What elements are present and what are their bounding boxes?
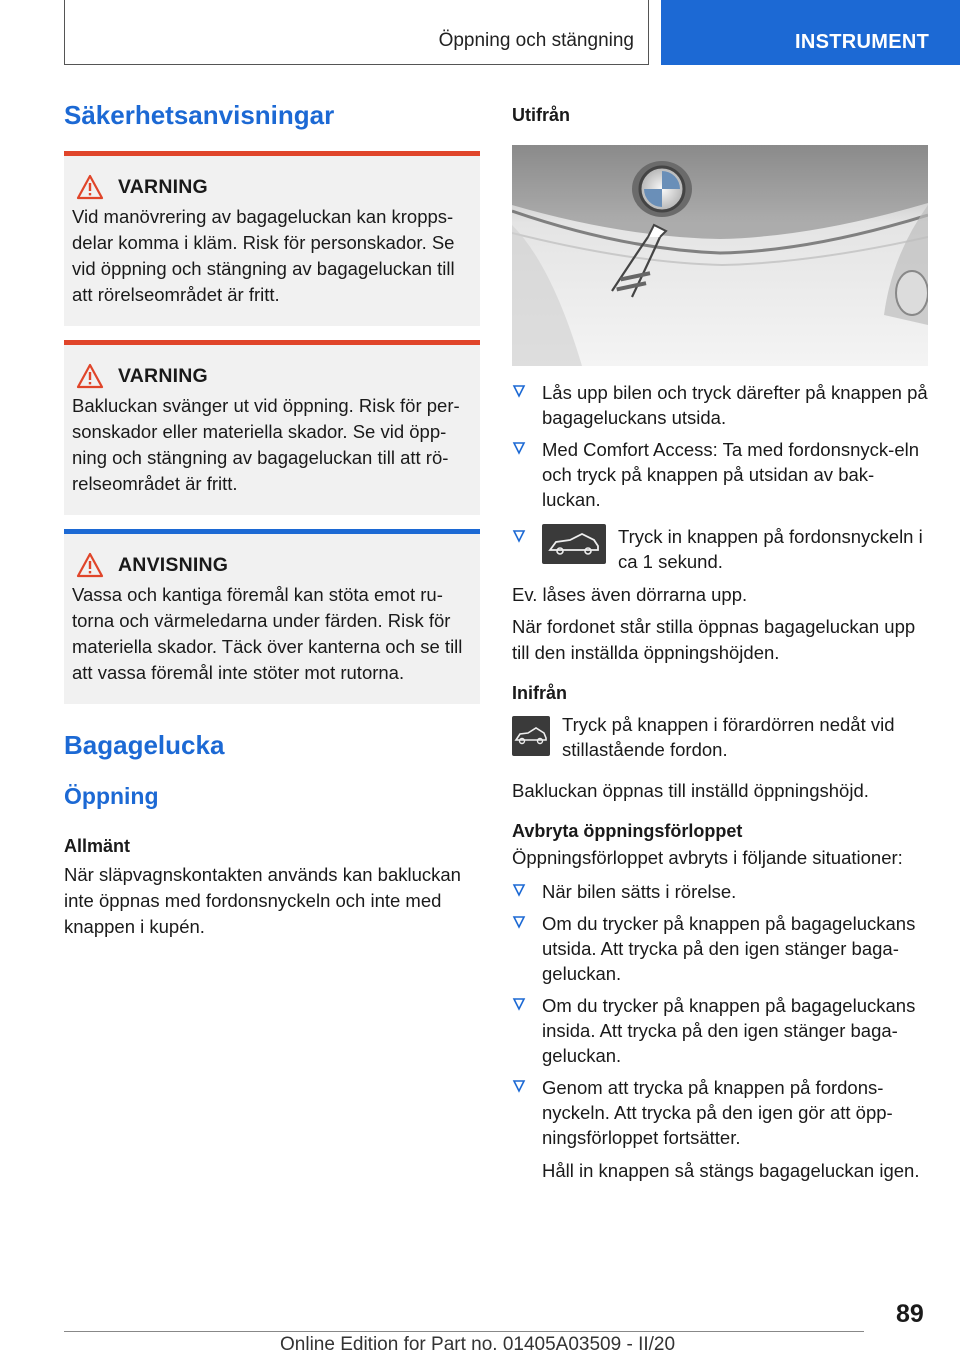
- triangle-bullet-icon: [512, 996, 526, 1012]
- outside-steps-list: [512, 380, 928, 512]
- list-item: Med Comfort Access: Ta med fordonsnyck-eln och tryck på knappen på utsidan av bak-luckan.: [512, 437, 928, 512]
- warning-box-2: [64, 340, 480, 515]
- label-general: Allmänt: [64, 835, 131, 856]
- list-item: När bilen sätts i rörelse.: [512, 879, 928, 904]
- section-title-safety: Säkerhetsanvisningar: [64, 100, 335, 130]
- abort-note: Håll in knappen så stängs bagageluckan igen.: [542, 1160, 920, 1182]
- key-step-text: Tryck in knappen på fordonsnyckeln i ca 1 sekund.: [618, 526, 923, 573]
- section-title-trunk: Bagagelucka: [64, 730, 225, 761]
- triangle-bullet-icon: [512, 383, 526, 399]
- inside-result-text: Bakluckan öppnas till inställd öppningshöjd.: [512, 779, 869, 801]
- page-number: 89: [896, 1300, 924, 1328]
- subsection-title-opening: Öppning: [64, 783, 159, 810]
- trunk-button-photo: [512, 145, 928, 366]
- key-step: [512, 524, 928, 574]
- triangle-bullet-icon: [512, 440, 526, 456]
- warning-box-1: [64, 151, 480, 326]
- warning-text: Bakluckan svänger ut vid öppning. Risk för per-sonskador eller materiella skador. Se vid öpp-ning och stängning av bagageluckan till att rö-relseområdet är fritt.: [72, 395, 460, 495]
- warning-triangle-icon: [76, 552, 104, 578]
- triangle-bullet-icon: [512, 882, 526, 898]
- inside-step: [512, 712, 928, 762]
- label-outside: Utifrån: [512, 105, 570, 125]
- warning-text: Vid manövrering av bagageluckan kan kropps-delar komma i kläm. Risk för personskador. Se vid öppning och stängning av bagageluckan till att rörelseområdet är fritt.: [72, 206, 455, 306]
- car-trunk-button-icon: [512, 716, 550, 756]
- header-frame: [64, 0, 649, 65]
- inside-step-text: Tryck på knappen i förardörren nedåt vid stillastående fordon.: [562, 713, 895, 760]
- list-item: Om du trycker på knappen på bagageluckans insida. Att trycka på den igen stänger baga-geluckan.: [512, 993, 928, 1068]
- triangle-bullet-icon: [512, 1078, 526, 1094]
- footer-divider: [64, 1331, 864, 1332]
- notice-box: [64, 529, 480, 704]
- warning-title: VARNING: [118, 175, 208, 198]
- car-trunk-button-icon: [542, 524, 606, 564]
- triangle-bullet-icon: [512, 914, 526, 930]
- header-section-title: Öppning och stängning: [438, 30, 634, 51]
- header-chapter-tab[interactable]: INSTRUMENT: [661, 0, 960, 65]
- warning-title: VARNING: [118, 364, 208, 387]
- warning-triangle-icon: [76, 363, 104, 389]
- list-item: Om du trycker på knappen på bagageluckans utsida. Att trycka på den igen stänger baga-geluckan.: [512, 911, 928, 986]
- warning-triangle-icon: [76, 174, 104, 200]
- right-column: [512, 104, 928, 1190]
- abort-list: [512, 879, 928, 1183]
- notice-title: ANVISNING: [118, 553, 229, 576]
- notice-text: Vassa och kantiga föremål kan stöta emot ru-torna och värmeledarna under färden. Risk för materiella skador. Täck över kanterna och se till att vassa föremål inte stöter mot rutorna.: [72, 584, 463, 684]
- stationary-text: När fordonet står stilla öppnas bagageluckan upp till den inställda öppningshöjden.: [512, 616, 916, 664]
- doors-text: Ev. låses även dörrarna upp.: [512, 584, 748, 606]
- triangle-bullet-icon: [512, 528, 526, 544]
- list-item: Genom att trycka på knappen på fordons-nyckeln. Att trycka på den igen gör att öpp-ningsförloppet fortsätter. Håll in knappen så stängs bagageluckan igen.: [512, 1075, 928, 1183]
- abort-intro: Öppningsförloppet avbryts i följande situationer:: [512, 847, 903, 869]
- label-inside: Inifrån: [512, 683, 568, 704]
- label-abort: Avbryta öppningsförloppet: [512, 820, 743, 841]
- list-item: Lås upp bilen och tryck därefter på knappen på bagageluckans utsida.: [512, 380, 928, 430]
- left-column: [64, 100, 480, 940]
- general-text: När släpvagnskontakten används kan bakluckan inte öppnas med fordonsnyckeln och inte med knappen i kupén.: [64, 864, 461, 938]
- footer-edition: Online Edition for Part no. 01405A03509 - II/20: [280, 1334, 676, 1355]
